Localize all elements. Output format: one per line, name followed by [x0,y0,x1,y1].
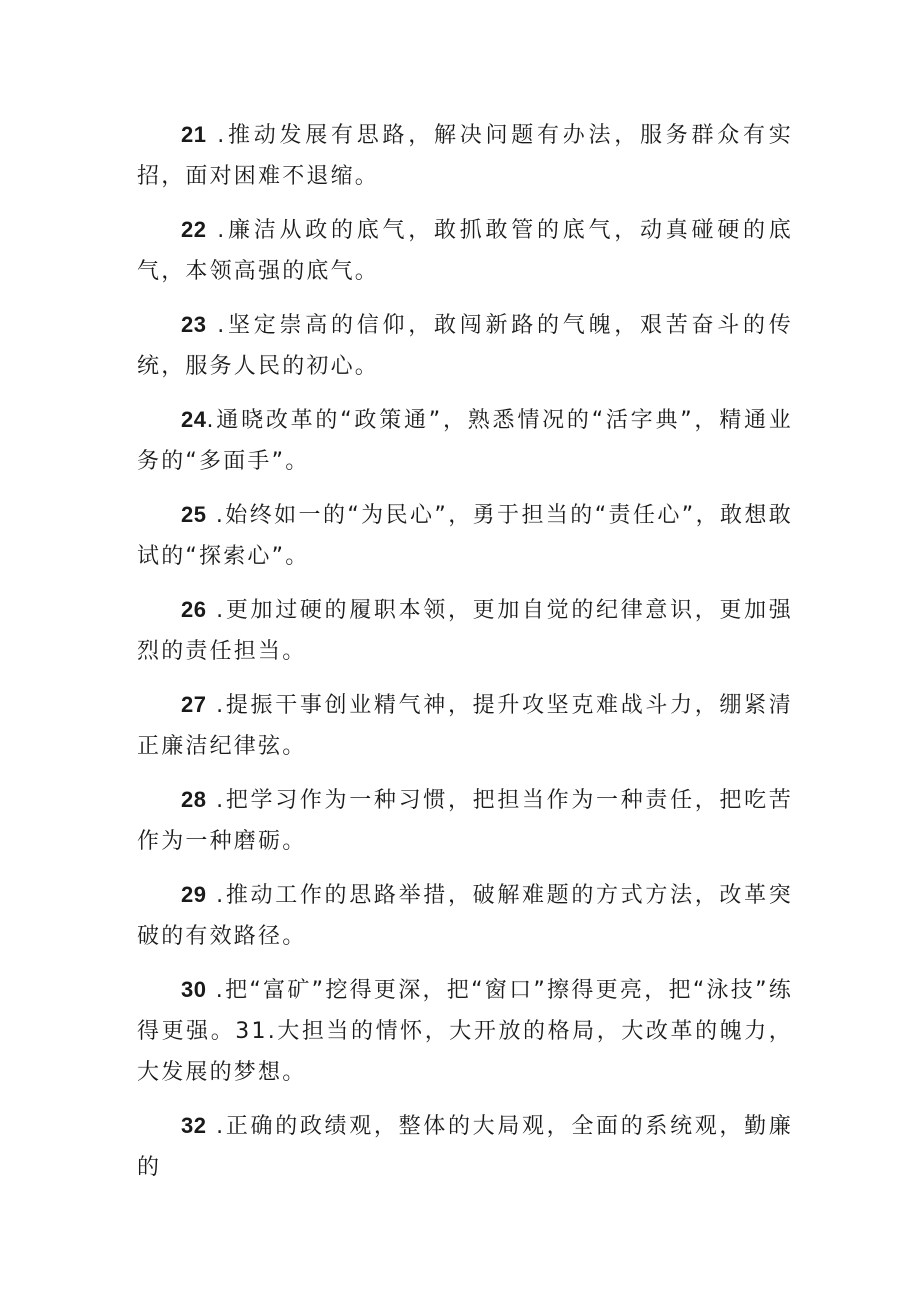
item-text: 廉洁从政的底气，敢抓敢管的底气，动真碰硬的底气，本领高强的底气。 [137,218,794,284]
item-separator: . [206,693,226,718]
list-item-29 [137,874,793,957]
item-number: 26 [181,597,207,622]
item-separator: . [206,313,227,338]
item-text: 把“富矿”挖得更深，把“窗口”擦得更亮，把“泳技”练得更强。31.大担当的情怀，大开放的格局，大改革的魄力，大发展的梦想。 [137,978,793,1085]
list-item-24 [137,399,793,482]
list-item-32 [137,1105,793,1188]
document-body [137,114,793,1200]
item-separator: . [206,883,226,908]
item-text: 正确的政绩观，整体的大局观，全面的系统观，勤廉的 [137,1114,793,1180]
item-text: 坚定崇高的信仰，敢闯新路的气魄，艰苦奋斗的传统，服务人民的初心。 [137,313,794,379]
item-number: 22 [181,217,207,242]
list-item-28 [137,779,793,862]
item-separator: . [206,408,216,433]
item-text: 推动发展有思路，解决问题有办法，服务群众有实招，面对困难不退缩。 [137,123,794,189]
list-item-21 [137,114,793,197]
item-text: 通晓改革的“政策通”，熟悉情况的“活字典”，精通业务的“多面手”。 [137,408,793,474]
list-item-25 [137,494,793,577]
item-separator: . [206,503,226,528]
item-separator: . [206,123,227,148]
list-item-26 [137,589,793,672]
item-text: 推动工作的思路举措，破解难题的方式方法，改革突破的有效路径。 [137,883,793,949]
item-number: 23 [181,312,207,337]
item-text: 始终如一的“为民心”，勇于担当的“责任心”，敢想敢试的“探索心”。 [137,503,794,569]
item-text: 提振干事创业精气神，提升攻坚克难战斗力，绷紧清正廉洁纪律弦。 [137,693,793,759]
list-item-27 [137,684,793,767]
item-number: 29 [181,882,207,907]
item-number: 24 [181,407,207,432]
item-number: 21 [181,122,207,147]
item-text: 把学习作为一种习惯，把担当作为一种责任，把吃苦作为一种磨砺。 [137,788,793,854]
list-item-22 [137,209,793,292]
item-separator: . [206,218,227,243]
item-separator: . [206,978,225,1003]
item-number: 28 [181,787,207,812]
list-item-23 [137,304,793,387]
item-number: 30 [181,977,207,1002]
item-number: 27 [181,692,207,717]
item-separator: . [206,1114,226,1139]
item-number: 25 [181,502,207,527]
list-item-30 [137,969,793,1093]
item-separator: . [206,788,226,813]
item-separator: . [206,598,226,623]
item-number: 32 [181,1113,207,1138]
item-text: 更加过硬的履职本领，更加自觉的纪律意识，更加强烈的责任担当。 [137,598,793,664]
